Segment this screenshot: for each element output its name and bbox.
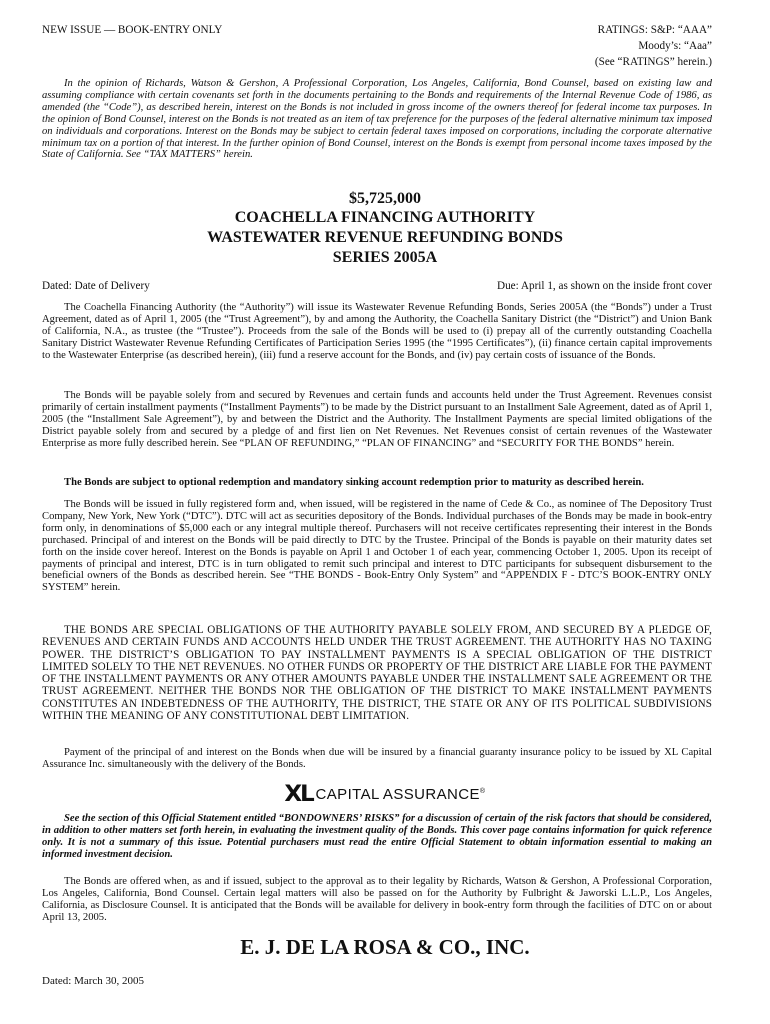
paragraph-offering: The Bonds are offered when, as and if issued, subject to the approval as to their legality by Richards, Watson & Gershon, A Professional Corporation, Los Angeles, California, Bond Counsel. Certain legal matters will also be passed on for the Authority by Fulbright & Jaworski L.L.P., Los Angeles, California, as Disclosure Counsel. It is anticipated that the Bonds will be available for delivery in book-entry form through the facilities of DTC on or about April 13, 2005.: [42, 876, 712, 923]
tax-opinion: In the opinion of Richards, Watson & Gershon, A Professional Corporation, Los Angeles, California, Bond Counsel, based on existing law and assuming compliance with certain covenants set forth in the documents pertaining to the Bonds and requirements of the Internal Revenue Code of 1986, as amended (the “Code”), as described herein, interest on the Bonds is not included in gross income of the owners thereof for federal income tax purposes. In the opinion of Bond Counsel, interest on the Bonds is not treated as an item of tax preference for the purposes of the federal alternative minimum tax imposed on individuals and corporations. Interest on the Bonds may be subject to certain federal taxes imposed on corporations, including the corporate alternative minimum tax on a portion of that interest. In the further opinion of Bond Counsel, interest on the Bonds is exempt from personal income taxes imposed by the State of California. See “TAX MATTERS” herein.: [42, 78, 712, 161]
bond-amount: $5,725,000: [349, 190, 421, 207]
underwriter-name: E. J. DE LA ROSA & CO., INC.: [240, 935, 530, 959]
insurer-name: CAPITAL ASSURANCE: [315, 786, 480, 803]
registered-mark: ®: [479, 788, 486, 795]
ratings-see: (See “RATINGS” herein.): [594, 56, 712, 68]
insurer-logo-text: [316, 786, 486, 803]
ratings-sp: RATINGS: S&P: “AAA”: [597, 24, 712, 36]
paragraph-insurance: Payment of the principal of and interest on the Bonds when due will be insured by a financial guaranty insurance policy to be issued by XL Capital Assurance Inc. simultaneously with the delivery of the Bonds.: [42, 747, 712, 770]
footer-dated: Dated: March 30, 2005: [42, 975, 145, 987]
paragraph-security: The Bonds will be payable solely from and secured by Revenues and certain funds and accounts held under the Trust Agreement. Revenues consist primarily of certain installment payments (“Installment Payments”) to be made by the District pursuant to an Installment Sale Agreement, dated as of April 1, 2005 (the “Installment Sale Agreement”), by and between the District and the Authority. The Installment Payments are special limited obligations of the District payable solely from and secured by a pledge of and first lien on Net Revenues. Net Revenues consist of certain revenues of the Wastewater Enterprise as more fully described herein. See “PLAN OF REFUNDING,” “PLAN OF FINANCING” and “SECURITY FOR THE BONDS” herein.: [42, 390, 712, 449]
paragraph-special-obligations: THE BONDS ARE SPECIAL OBLIGATIONS OF THE AUTHORITY PAYABLE SOLELY FROM, AND SECURED BY A PLEDGE OF, REVENUES AND CERTAIN FUNDS AND ACCOUNTS HELD UNDER THE TRUST AGREEMENT. THE AUTHORITY HAS NO TAXING POWER. THE DISTRICT’S OBLIGATION TO PAY INSTALLMENT PAYMENTS IS A SPECIAL OBLIGATION OF THE DISTRICT LIMITED SOLELY TO THE NET REVENUES. NO OTHER FUNDS OR PROPERTY OF THE DISTRICT ARE LIABLE FOR THE PAYMENT OF THE INSTALLMENT PAYMENTS OR ANY OTHER AMOUNTS PAYABLE UNDER THE INSTALLMENT SALE AGREEMENT OR THE TRUST AGREEMENT. NEITHER THE BONDS NOR THE OBLIGATION OF THE DISTRICT TO MAKE INSTALLMENT PAYMENTS CONSTITUTES AN INDEBTEDNESS OF THE AUTHORITY, THE DISTRICT, THE STATE OR ANY OF ITS POLITICAL SUBDIVISIONS WITHIN THE MEANING OF ANY CONSTITUTIONAL DEBT LIMITATION.: [42, 624, 712, 723]
paragraph-issuance: The Coachella Financing Authority (the “Authority”) will issue its Wastewater Revenue Refunding Bonds, Series 2005A (the “Bonds”) under a Trust Agreement, dated as of April 1, 2005 (the “Trust Agreement”), by and among the Authority, the Coachella Sanitary District (the “District”) and Union Bank of California, N.A., as trustee (the “Trustee”). Proceeds from the sale of the Bonds will be used to (i) prepay all of the currently outstanding Coachella Sanitary District Wastewater Revenue Refunding Certificates of Participation Series 1995 (the “1995 Certificates”), (ii) finance certain capital improvements to the Wastewater Enterprise (as described herein), (iii) fund a reserve account for the Bonds, and (iv) pay certain costs of issuance of the Bonds.: [42, 302, 712, 361]
paragraph-redemption: The Bonds are subject to optional redemption and mandatory sinking account redemption prior to maturity as described herein.: [64, 477, 644, 488]
issuer-name: COACHELLA FINANCING AUTHORITY: [234, 209, 536, 226]
paragraph-book-entry: The Bonds will be issued in fully registered form and, when issued, will be registered in the name of Cede & Co., as nominee of The Depository Trust Company, New York, New York (“DTC”). DTC will act as securities depository of the Bonds. Individual purchases of the Bonds may be made in book-entry form only, in denominations of $5,000 each or any integral multiple thereof. Purchasers will not receive certificates representing their interest in the Bonds purchased. Principal of and interest on the Bonds will be paid directly to DTC by the Trustee. Principal of the Bonds is payable on their maturity dates set forth on the inside cover hereof. Interest on the Bonds is payable on April 1 and October 1 of each year, commencing October 1, 2005. Upon its receipt of payments of principal and interest, DTC is in turn obligated to remit such principal and interest to DTC participants for subsequent disbursement to the beneficial owners of the Bonds as described herein. See “THE BONDS - Book-Entry Only System” and “APPENDIX F - DTC’S BOOK-ENTRY ONLY SYSTEM” herein.: [42, 499, 712, 594]
issue-type: NEW ISSUE — BOOK-ENTRY ONLY: [42, 24, 223, 36]
xl-logo-mark: XL: [283, 782, 313, 807]
due-label: Due: April 1, as shown on the inside front cover: [496, 280, 712, 292]
ratings-moodys: Moody’s: “Aaa”: [638, 40, 712, 52]
insurer-logo: [0, 782, 770, 808]
bond-series: SERIES 2005A: [332, 249, 438, 266]
paragraph-risk-notice: See the section of this Official Statement entitled “BONDOWNERS’ RISKS” for a discussion of certain of the risk factors that should be considered, in addition to other matters set forth herein, in evaluating the investment quality of the Bonds. This cover page contains information for quick reference only. It is not a summary of this issue. Potential purchasers must read the entire Official Statement to obtain information essential to making an informed investment decision.: [42, 813, 712, 860]
bond-title: WASTEWATER REVENUE REFUNDING BONDS: [207, 229, 563, 246]
dated-label: Dated: Date of Delivery: [42, 280, 150, 292]
